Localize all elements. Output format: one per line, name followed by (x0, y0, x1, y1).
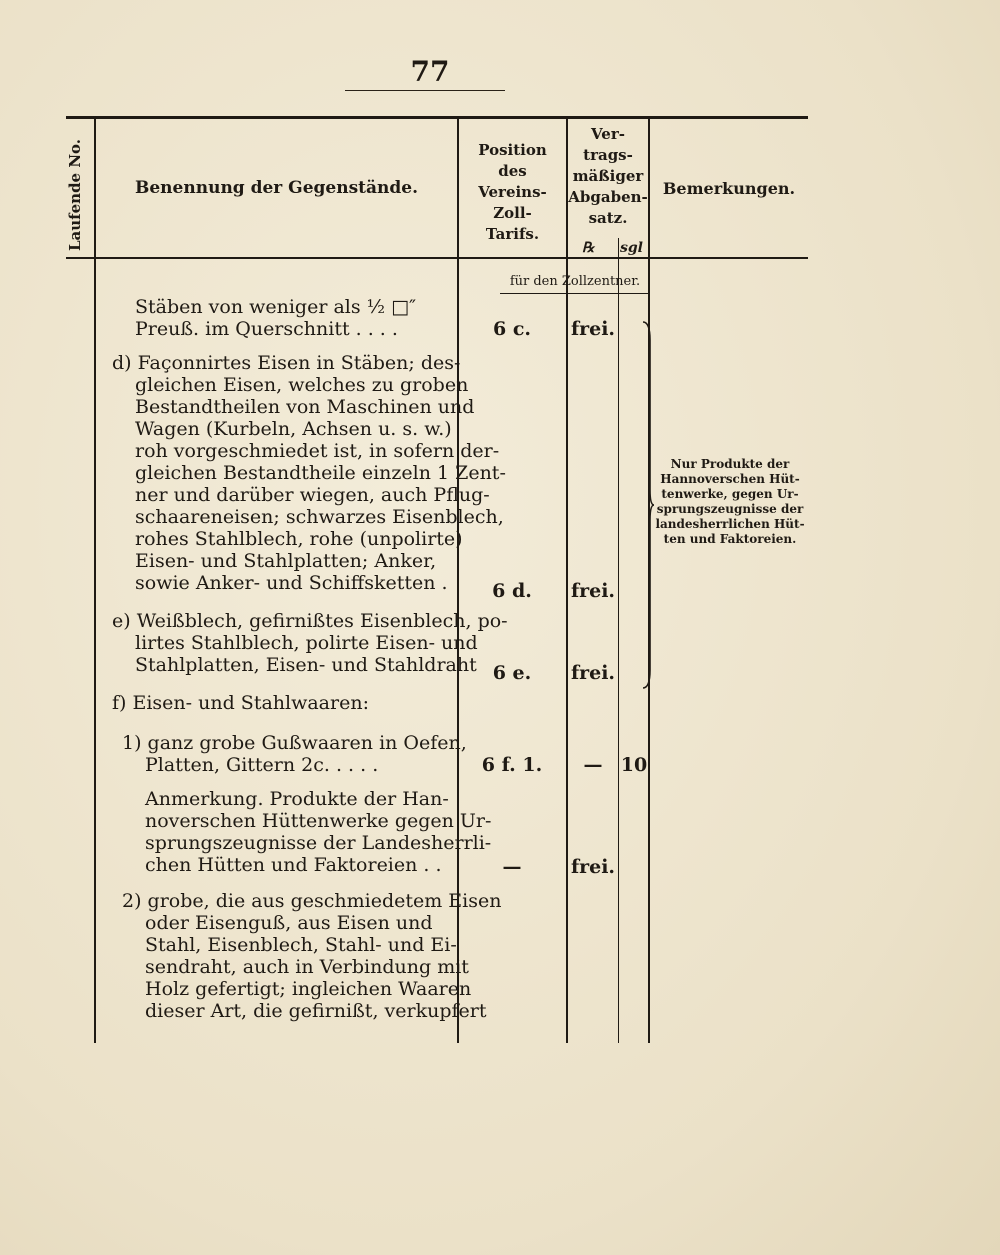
unit-subheading: für den Zollzentner. (509, 274, 641, 289)
item-text-line: lirtes Stahlblech, polirte Eisen- und (135, 632, 478, 654)
item-text-line: gleichen Bestandtheile einzeln 1 Zent- (135, 462, 506, 484)
column-divider-1 (94, 118, 96, 1043)
contract-rate-value: frei. (570, 662, 616, 684)
remark-line: landesherrlichen Hüt- (655, 517, 805, 531)
item-text-line: dieser Art, die gefirnißt, verkupfert (145, 1000, 487, 1022)
item-text-line: 2) grobe, die aus geschmiedetem Eisen (122, 890, 502, 912)
item-text-line: e) Weißblech, gefirnißtes Eisenblech, po- (112, 610, 508, 632)
remark-line: ten und Faktoreien. (663, 532, 797, 546)
contract-rate-value: — (583, 754, 603, 776)
header-remarks: Bemerkungen. (662, 179, 796, 198)
unit-subheading-rule (500, 293, 648, 294)
item-text-line: roh vorgeschmiedet ist, in sofern der- (135, 440, 500, 462)
remark-line: sprungszeugnisse der (656, 502, 804, 516)
item-text-line: chen Hütten und Faktoreien . . (145, 854, 442, 876)
item-text-line: noverschen Hüttenwerke gegen Ur- (145, 810, 492, 832)
item-text-line: Stahlplatten, Eisen- und Stahldraht (135, 654, 477, 676)
brace-icon (641, 320, 655, 690)
table-top-rule (66, 116, 808, 119)
page-number-rule (345, 90, 505, 91)
contract-rate-value: frei. (570, 856, 616, 878)
remark-line: Nur Produkte der (670, 457, 790, 471)
header-tariff-position: Position des Vereins- Zoll- Tarifs. (478, 141, 547, 243)
contract-rate-value: frei. (570, 580, 616, 602)
item-text-line: Bestandtheilen von Maschinen und (135, 396, 475, 418)
item-text-line: gleichen Eisen, welches zu groben (135, 374, 469, 396)
tariff-position-value: — (502, 856, 522, 878)
item-text-line: sowie Anker- und Schiffsketten . (135, 572, 448, 594)
item-text-line: Holz gefertigt; ingleichen Waaren (145, 978, 472, 1000)
page-number: 77 (410, 55, 450, 88)
item-text-line: f) Eisen- und Stahlwaaren: (112, 692, 369, 714)
header-laufende-number: Laufende No. (66, 138, 84, 252)
tariff-position-value: 6 f. 1. (481, 754, 543, 776)
header-item-name: Benennung der Gegenstände. (135, 178, 418, 198)
item-text-line: Stäben von weniger als ½ □″ (135, 296, 417, 318)
item-text-line: Wagen (Kurbeln, Achsen u. s. w.) (135, 418, 452, 440)
item-text-line: rohes Stahlblech, rohe (unpolirte) (135, 528, 463, 550)
contract-rate-sgr-value: 10 (620, 754, 648, 776)
item-text-line: d) Façonnirtes Eisen in Stäben; des- (112, 352, 461, 374)
header-bottom-rule (66, 257, 808, 259)
item-text-line: Eisen- und Stahlplatten; Anker, (135, 550, 437, 572)
header-contract-rate: Ver- trags- mäßiger Abgaben- satz. (568, 125, 648, 227)
tariff-position-value: 6 d. (492, 580, 532, 602)
item-text-line: schaareneisen; schwarzes Eisenblech, (135, 506, 504, 528)
item-text-line: Platten, Gittern 2c. . . . . (145, 754, 379, 776)
item-text-line: Preuß. im Querschnitt . . . . (135, 318, 398, 340)
currency-silbergroschen: sgl (620, 240, 643, 256)
rate-subdivider (618, 238, 619, 1043)
item-text-line: Anmerkung. Produkte der Han- (145, 788, 449, 810)
remark-line: Hannoverschen Hüt- (660, 472, 800, 486)
tariff-position-value: 6 c. (492, 318, 532, 340)
item-text-line: sendraht, auch in Verbindung mit (145, 956, 469, 978)
item-text-line: ner und darüber wiegen, auch Pflug- (135, 484, 490, 506)
contract-rate-value: frei. (570, 318, 616, 340)
item-text-line: Stahl, Eisenblech, Stahl- und Ei- (145, 934, 457, 956)
item-text-line: oder Eisenguß, aus Eisen und (145, 912, 433, 934)
remark-line: tenwerke, gegen Ur- (661, 487, 799, 501)
item-text-line: 1) ganz grobe Gußwaaren in Oefen, (122, 732, 467, 754)
tariff-position-value: 6 e. (492, 662, 532, 684)
item-text-line: sprungszeugnisse der Landesherrli- (145, 832, 492, 854)
currency-thaler: ℞ (582, 240, 595, 256)
